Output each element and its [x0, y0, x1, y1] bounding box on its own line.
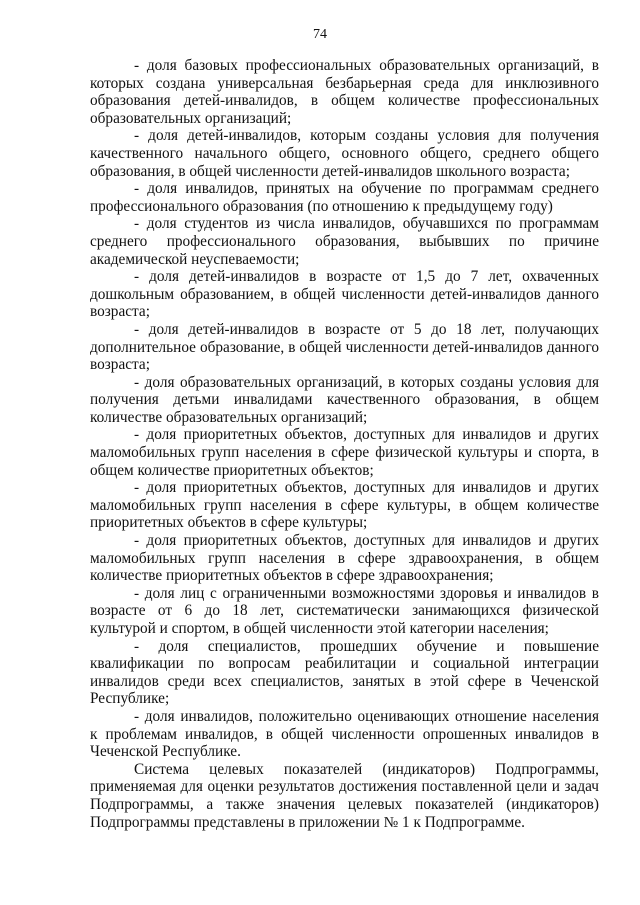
- paragraph-dropped-students: - доля студентов из числа инвалидов, обучавшихся по программам среднего профессионального образования, выбывших по причине академической неуспеваемости;: [90, 215, 599, 268]
- paragraph-educational-orgs-conditions: - доля образовательных организаций, в которых созданы условия для получения детьми инвалидами качественного образования, в общем количестве образовательных организаций;: [90, 373, 599, 426]
- paragraph-sport-objects: - доля приоритетных объектов, доступных для инвалидов и других маломобильных групп населения в сфере физической культуры и спорта, в общем количестве приоритетных объектов;: [90, 426, 599, 479]
- paragraph-children-education-conditions: - доля детей-инвалидов, которым созданы условия для получения качественного начального общего, основного общего, среднего общего образования, в общей численности детей-инвалидов школьного возраста;: [90, 127, 599, 180]
- paragraph-healthcare-objects: - доля приоритетных объектов, доступных для инвалидов и других маломобильных групп населения в сфере здравоохранения, в общем количестве приоритетных объектов в сфере здравоохранения;: [90, 532, 599, 585]
- paragraph-admitted-secondary-prof: - доля инвалидов, принятых на обучение по программам среднего профессионального образования (по отношению к предыдущему году): [90, 180, 599, 215]
- paragraph-specialists-training: - доля специалистов, прошедших обучение и повышение квалификации по вопросам реабилитации и социальной интеграции инвалидов среди всех специалистов, занятых в этой сфере в Чеченской Республике;: [90, 637, 599, 708]
- paragraph-basic-prof-orgs: - доля базовых профессиональных образовательных организаций, в которых создана универсальная безбарьерная среда для инклюзивного образования детей-инвалидов, в общем количестве профессиональных образовательных организаций;: [90, 57, 599, 127]
- body-text: [90, 57, 599, 831]
- paragraph-additional-education: - доля детей-инвалидов в возрасте от 5 до 18 лет, получающих дополнительное образование, в общей численности детей-инвалидов данного возраста;: [90, 320, 599, 374]
- paragraph-positive-attitude: - доля инвалидов, положительно оценивающих отношение населения к проблемам инвалидов, в общей численности опрошенных инвалидов в Чеченской Республике.: [90, 707, 599, 761]
- paragraph-culture-objects: - доля приоритетных объектов, доступных для инвалидов и других маломобильных групп населения в сфере культуры, в общем количестве приоритетных объектов в сфере культуры;: [90, 479, 599, 532]
- paragraph-preschool-coverage: - доля детей-инвалидов в возрасте от 1,5 до 7 лет, охваченных дошкольным образованием, в общей численности детей-инвалидов данного возраста;: [90, 268, 599, 321]
- paragraph-indicators-system: Система целевых показателей (индикаторов) Подпрограммы, применяемая для оценки результатов достижения поставленной цели и задач Подпрограммы, а также значения целевых показателей (индикаторов) Подпрограммы представлены в приложении № 1 к Подпрограмме.: [90, 760, 599, 831]
- paragraph-physical-activity: - доля лиц с ограниченными возможностями здоровья и инвалидов в возрасте от 6 до 18 лет, систематически занимающихся физической культурой и спортом, в общей численности этой категории населения;: [90, 584, 599, 637]
- page-number: 74: [313, 27, 327, 42]
